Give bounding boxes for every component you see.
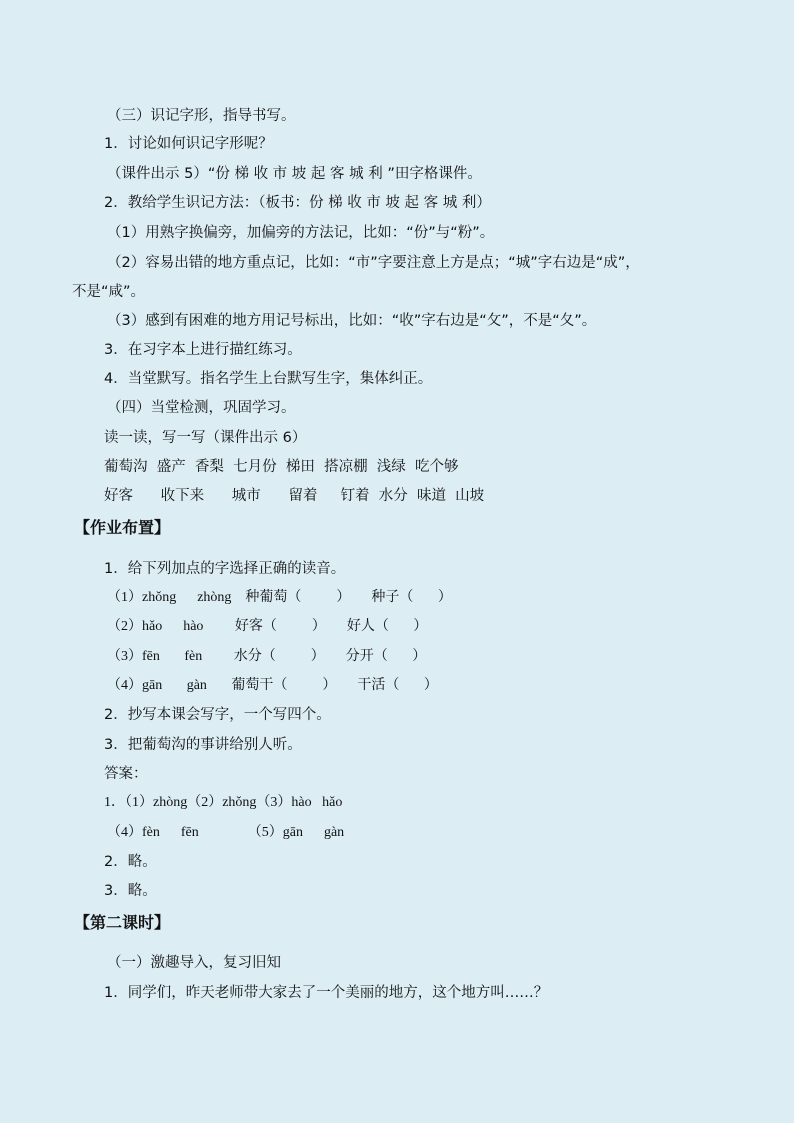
paragraph: （1）用熟字换偏旁，加偏旁的方法记，比如：“份”与“粉”。 [107,225,495,241]
word-list: 好客 收下来 城市 留着 钉着 水分 味道 山坡 [104,488,485,504]
answer-item: 3．略。 [104,883,157,899]
paragraph: 1．讨论如何识记字形呢？ [104,136,273,152]
section-title: （一）激趣导入，复习旧知 [107,955,281,971]
paragraph: （课件出示 5）“份 梯 收 市 坡 起 客 城 利 ”田字格课件。 [107,166,482,182]
paragraph: 1．同学们，昨天老师带大家去了一个美丽的地方，这个地方叫……？ [104,985,549,1001]
paragraph: 不是“咸”。 [72,284,146,300]
exercise-item: （4）gān gàn 葡萄干（ ） 干活（ ） [107,678,438,693]
word-list: 葡萄沟 盛产 香梨 七月份 梯田 搭凉棚 浅绿 吃个够 [104,459,459,475]
answer-item: 1．（1）zhòng（2）zhǒng（3）hào hǎo [104,795,343,810]
answer-label: 答案： [104,766,148,782]
paragraph: 读一读，写一写（课件出示 6） [104,430,307,446]
paragraph: （2）容易出错的地方重点记，比如：“市”字要注意上方是点；“城”字右边是“成”， [107,255,640,271]
section-title: （四）当堂检测，巩固学习。 [107,400,296,416]
exercise-item: （3）fēn fèn 水分（ ） 分开（ ） [107,649,427,664]
exercise-item: （2）hǎo hào 好客（ ） 好人（ ） [107,619,428,634]
paragraph: 1．给下列加点的字选择正确的读音。 [104,561,346,577]
paragraph: 2．抄写本课会写字，一个写四个。 [104,707,331,723]
paragraph: 4．当堂默写。指名学生上台默写生字，集体纠正。 [104,371,433,387]
exercise-item: （1）zhǒng zhòng 种葡萄（ ） 种子（ ） [107,590,452,605]
paragraph: 2．教给学生识记方法：（板书：份 梯 收 市 坡 起 客 城 利） [104,195,491,211]
section-title: （三）识记字形，指导书写。 [107,108,296,124]
paragraph: 3．在习字本上进行描红练习。 [104,342,302,358]
answer-item: 2．略。 [104,854,157,870]
paragraph: （3）感到有困难的地方用记号标出，比如：“收”字右边是“攵”，不是“夂”。 [107,313,597,329]
paragraph: 3．把葡萄沟的事讲给别人听。 [104,737,302,753]
lesson-heading: 【第二课时】 [74,913,171,932]
homework-heading: 【作业布置】 [74,518,171,537]
answer-item: （4）fèn fēn （5）gān gàn [107,825,345,840]
